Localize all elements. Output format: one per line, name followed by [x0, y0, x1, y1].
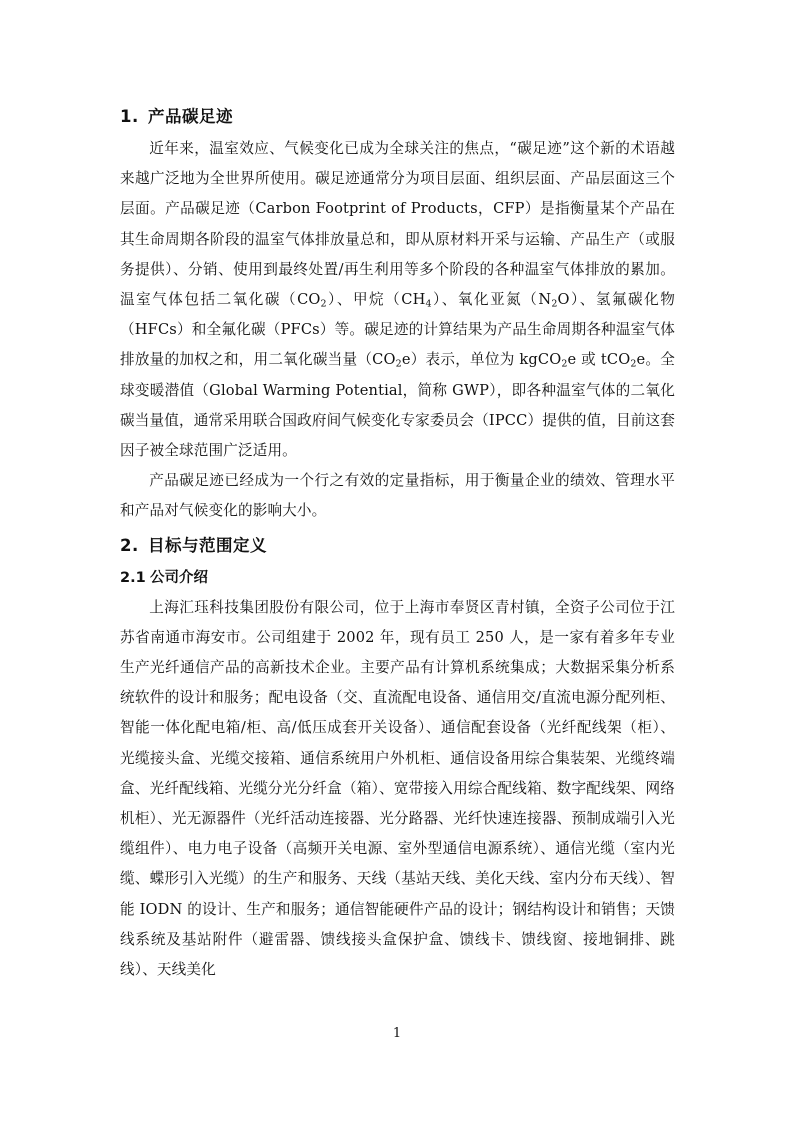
subsection-2-1-title: 公司介绍	[150, 569, 208, 586]
subscript: 2	[630, 358, 637, 370]
section-1-paragraph-1	[120, 134, 675, 466]
para-text: e）表示，单位为 kgCO	[401, 351, 562, 369]
section-2-heading	[120, 529, 675, 563]
subscript: 2	[395, 358, 402, 370]
section-2-number: 2.	[120, 535, 139, 555]
section-2-title: 目标与范围定义	[148, 535, 267, 555]
subscript: 2	[320, 298, 327, 310]
section-1-heading	[120, 100, 675, 134]
para-text: 近年来，温室效应、气候变化已成为全球关注的焦点，“碳足迹”这个新的术语越来越广泛地为全世界所使用。碳足迹通常分为项目层面、组织层面、产品层面这三个层面。产品碳足迹（Carbon Footprint of Products，CFP）是指衡量某个产品在其生命周期各阶段的温室气体排放量总和，即从原材料开采与运输、产品生产（或服务提供）、分销、使用到最终处置/再生利用等多个阶段的各种温室气体排放的累加。温室气体包括二氧化碳（CO	[120, 140, 675, 309]
para-text: e。全球变暖潜值（Global Warming Potential，简称 GWP），即各种温室气体的二氧化碳当量值，通常采用联合国政府间气候变化专家委员会（IPCC）提供的值，目前这套因子被全球范围广泛适用。	[120, 351, 675, 460]
company-intro-paragraph: 上海汇珏科技集团股份有限公司，位于上海市奉贤区青村镇，全资子公司位于江苏省南通市海安市。公司组建于 2002 年，现有员工 250 人，是一家有着多年专业生产光纤通信产品的高新技术企业。主要产品有计算机系统集成；大数据采集分析系统软件的设计和服务；配电设备（交、直流配电设备、通信用交/直流电源分配列柜、智能一体化配电箱/柜、高/低压成套开关设备）、通信配套设备（光纤配线架（柜）、光缆接头盒、光缆交接箱、通信系统用户外机柜、通信设备用综合集装架、光缆终端盒、光纤配线箱、光缆分光分纤盒（箱）、宽带接入用综合配线箱、数字配线架、网络机柜）、光无源器件（光纤活动连接器、光分路器、光纤快速连接器、预制成端引入光缆组件）、电力电子设备（高频开关电源、室外型通信电源系统）、通信光缆（室内光缆、蝶形引入光缆）的生产和服务、天线（基站天线、美化天线、室内分布天线）、智能 IODN 的设计、生产和服务；通信智能硬件产品的设计；钢结构设计和销售；天馈线系统及基站附件（避雷器、馈线接头盒保护盒、馈线卡、馈线窗、接地铜排、跳线）、天线美化	[120, 598, 675, 979]
para-text: O）、氢氟碳化物（HFCs）和全氟化碳（PFCs）等。碳足迹的计算结果为产品生命周期各种温室气体排放量的加权之和，用二氧化碳当量（CO	[120, 291, 675, 369]
para-text: ）、甲烷（CH	[326, 291, 426, 309]
subscript: 2	[561, 358, 568, 370]
page-number: 1	[392, 1026, 402, 1041]
subsection-2-1-number: 2.1	[120, 569, 146, 586]
page-content	[120, 100, 675, 985]
subscript: 2	[551, 298, 558, 310]
para-text: ）、氧化亚氮（N	[431, 291, 552, 309]
subscript: 4	[425, 298, 432, 310]
section-1-paragraph-2: 产品碳足迹已经成为一个行之有效的定量指标，用于衡量企业的绩效、管理水平和产品对气候变化的影响大小。	[120, 472, 675, 520]
subsection-2-1-heading	[120, 563, 675, 593]
section-1-title: 产品碳足迹	[148, 107, 233, 126]
para-text: e 或 tCO	[567, 351, 631, 369]
section-1-number: 1.	[120, 107, 139, 126]
